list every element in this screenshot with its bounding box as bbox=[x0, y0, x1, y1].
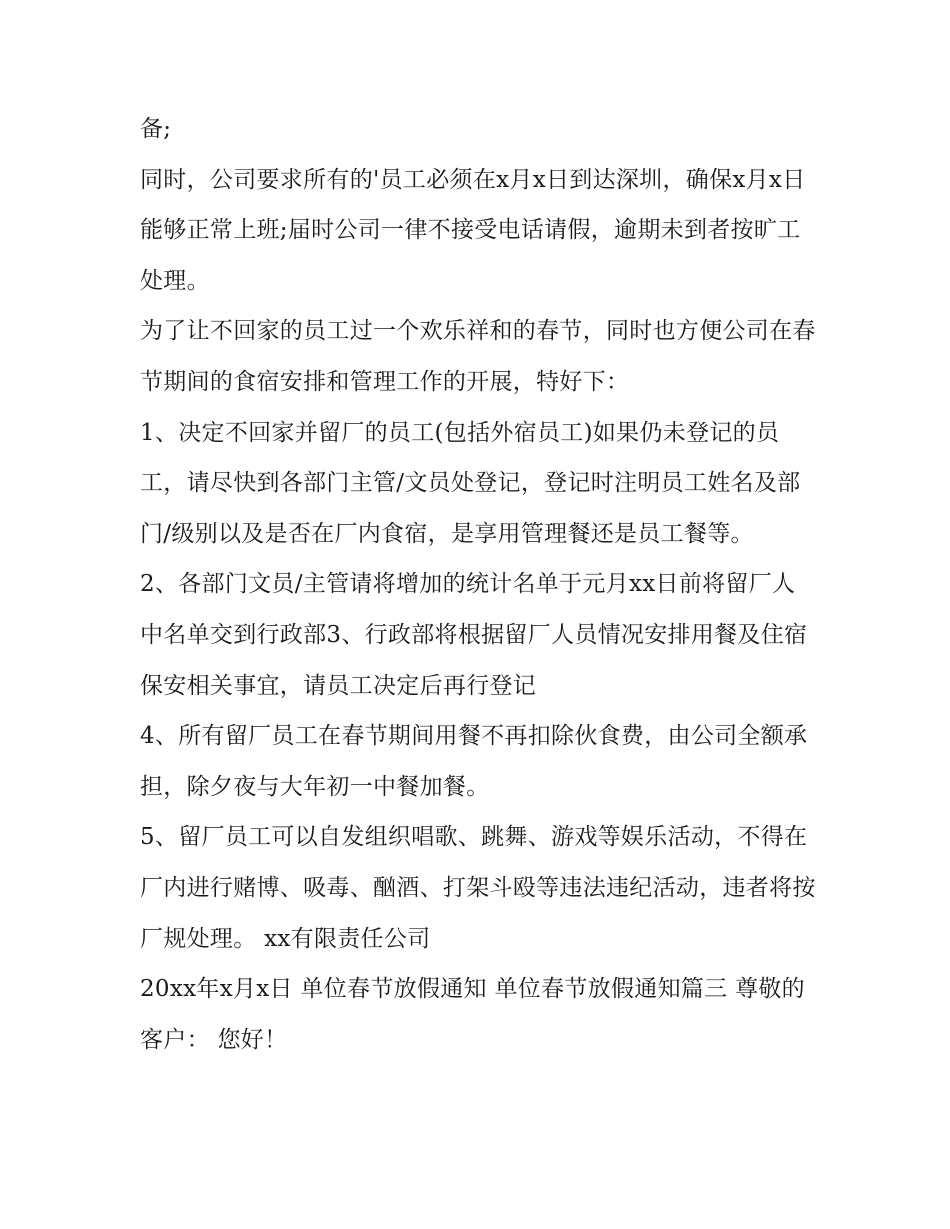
paragraph-date-and-next-notice: 20xx年x月x日 单位春节放假通知 单位春节放假通知篇三 尊敬的客户： 您好！ bbox=[140, 976, 805, 1053]
document-body bbox=[140, 104, 816, 1065]
paragraph-continuation: 备; bbox=[140, 116, 172, 142]
paragraph-item-4: 4、所有留厂员工在春节期间用餐不再扣除伙食费，由公司全额承担，除夕夜与大年初一中餐加餐。 bbox=[140, 723, 808, 800]
paragraph-item-2-3: 2、各部门文员/主管请将增加的统计名单于元月xx日前将留厂人中名单交到行政部3、行政部将根据留厂人员情况安排用餐及住宿保安相关事宜，请员工决定后再行登记 bbox=[140, 571, 808, 699]
paragraph-item-5: 5、留厂员工可以自发组织唱歌、跳舞、游戏等娱乐活动，不得在厂内进行赌博、吸毒、酗酒、打架斗殴等违法违纪活动，违者将按厂规处理。 xx有限责任公司 bbox=[140, 824, 816, 952]
paragraph-arrival-requirement: 同时，公司要求所有的'员工必须在x月x日到达深圳，确保x月x日能够正常上班;届时公司一律不接受电话请假，逾期未到者按旷工处理。 bbox=[140, 166, 806, 294]
paragraph-intro: 为了让不回家的员工过一个欢乐祥和的春节，同时也方便公司在春节期间的食宿安排和管理工作的开展，特好下： bbox=[140, 318, 816, 395]
paragraph-item-1: 1、决定不回家并留厂的员工(包括外宿员工)如果仍未登记的员工，请尽快到各部门主管/文员处登记，登记时注明员工姓名及部门/级别以及是否在厂内食宿，是享用管理餐还是员工餐等。 bbox=[140, 419, 801, 547]
